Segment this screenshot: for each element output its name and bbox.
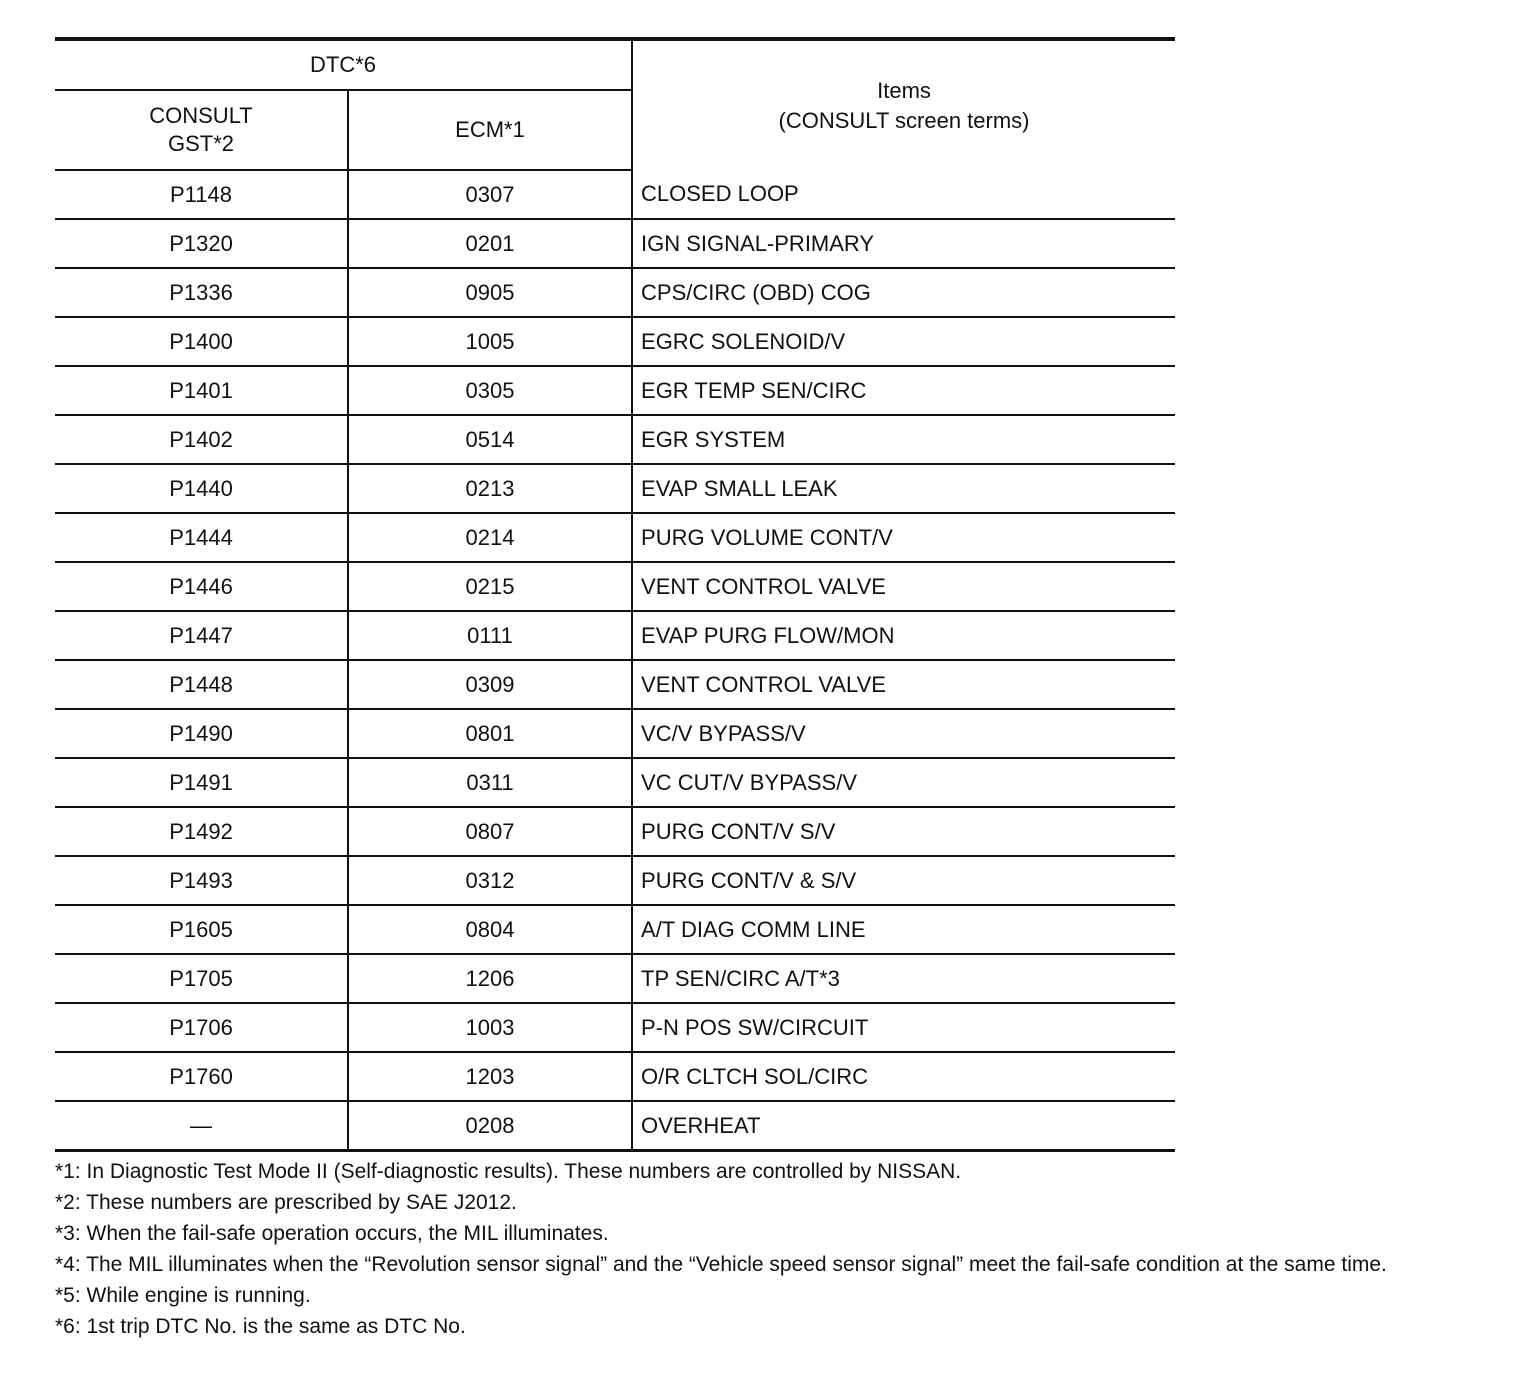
ecm-code: 0312 [348, 856, 632, 905]
table-row [55, 1101, 1175, 1151]
footnote: *1: In Diagnostic Test Mode II (Self-diagnostic results). These numbers are controlled by NISSAN. [55, 1160, 962, 1183]
dtc-table-body [55, 170, 1175, 1151]
table-row [55, 905, 1175, 954]
consult-gst-code: P1400 [55, 317, 348, 366]
dtc-group-heading: DTC*6 [55, 39, 632, 90]
table-row [55, 1052, 1175, 1101]
item-term: CLOSED LOOP [632, 170, 1175, 219]
table-row [55, 562, 1175, 611]
table-row [55, 709, 1175, 758]
ecm-code: 0311 [348, 758, 632, 807]
table-row [55, 317, 1175, 366]
item-term: PURG VOLUME CONT/V [632, 513, 1175, 562]
ecm-code: 0208 [348, 1101, 632, 1151]
consult-gst-code: P1402 [55, 415, 348, 464]
items-column-heading [632, 39, 1175, 170]
item-term: VENT CONTROL VALVE [632, 660, 1175, 709]
table-row [55, 856, 1175, 905]
consult-gst-code: P1706 [55, 1003, 348, 1052]
consult-column-heading [55, 90, 348, 170]
ecm-code: 1003 [348, 1003, 632, 1052]
item-term: CPS/CIRC (OBD) COG [632, 268, 1175, 317]
item-term: EGR TEMP SEN/CIRC [632, 366, 1175, 415]
consult-gst-code: P1401 [55, 366, 348, 415]
item-term: PURG CONT/V & S/V [632, 856, 1175, 905]
item-term: VC CUT/V BYPASS/V [632, 758, 1175, 807]
item-term: EGRC SOLENOID/V [632, 317, 1175, 366]
ecm-code: 1203 [348, 1052, 632, 1101]
ecm-code: 0111 [348, 611, 632, 660]
consult-gst-code: P1444 [55, 513, 348, 562]
ecm-code: 0804 [348, 905, 632, 954]
consult-gst-code: P1320 [55, 219, 348, 268]
consult-gst-code: P1148 [55, 170, 348, 219]
consult-gst-code: P1447 [55, 611, 348, 660]
table-row [55, 1003, 1175, 1052]
ecm-code: 1206 [348, 954, 632, 1003]
table-row [55, 954, 1175, 1003]
footnote: *5: While engine is running. [55, 1284, 311, 1307]
table-row [55, 611, 1175, 660]
item-term: VENT CONTROL VALVE [632, 562, 1175, 611]
dtc-table-header [55, 39, 1175, 170]
consult-gst-code: P1490 [55, 709, 348, 758]
consult-gst-code: P1493 [55, 856, 348, 905]
items-heading-line1: Items [877, 77, 931, 103]
table-row [55, 464, 1175, 513]
item-term: TP SEN/CIRC A/T*3 [632, 954, 1175, 1003]
ecm-code: 0213 [348, 464, 632, 513]
items-heading-line2: (CONSULT screen terms) [778, 107, 1030, 133]
ecm-code: 0807 [348, 807, 632, 856]
item-term: VC/V BYPASS/V [632, 709, 1175, 758]
consult-gst-code: P1448 [55, 660, 348, 709]
ecm-code: 0307 [348, 170, 632, 219]
table-row [55, 513, 1175, 562]
ecm-column-heading: ECM*1 [348, 90, 632, 170]
item-term: P-N POS SW/CIRCUIT [632, 1003, 1175, 1052]
item-term: EVAP SMALL LEAK [632, 464, 1175, 513]
ecm-code: 0514 [348, 415, 632, 464]
table-row [55, 366, 1175, 415]
item-term: A/T DIAG COMM LINE [632, 905, 1175, 954]
consult-heading-line1: CONSULT [149, 103, 253, 128]
consult-gst-code: P1605 [55, 905, 348, 954]
consult-gst-code: — [55, 1101, 348, 1151]
consult-heading-line2: GST*2 [167, 131, 235, 156]
table-row [55, 807, 1175, 856]
consult-gst-code: P1491 [55, 758, 348, 807]
consult-gst-code: P1440 [55, 464, 348, 513]
ecm-code: 0905 [348, 268, 632, 317]
footnote: *2: These numbers are prescribed by SAE J2012. [55, 1191, 517, 1214]
ecm-code: 0305 [348, 366, 632, 415]
consult-gst-code: P1336 [55, 268, 348, 317]
footnote: *3: When the fail-safe operation occurs, the MIL illuminates. [55, 1222, 609, 1245]
table-row [55, 170, 1175, 219]
table-row [55, 219, 1175, 268]
ecm-code: 0201 [348, 219, 632, 268]
item-term: OVERHEAT [632, 1101, 1175, 1151]
ecm-code: 1005 [348, 317, 632, 366]
ecm-code: 0214 [348, 513, 632, 562]
item-term: IGN SIGNAL-PRIMARY [632, 219, 1175, 268]
dtc-table [55, 37, 1175, 1152]
footnote: *4: The MIL illuminates when the “Revolution sensor signal” and the “Vehicle speed sensor signal” meet the fail-safe condition at the same time. [55, 1253, 1387, 1276]
consult-gst-code: P1760 [55, 1052, 348, 1101]
item-term: EGR SYSTEM [632, 415, 1175, 464]
ecm-code: 0801 [348, 709, 632, 758]
ecm-code: 0215 [348, 562, 632, 611]
table-row [55, 268, 1175, 317]
table-row [55, 415, 1175, 464]
item-term: O/R CLTCH SOL/CIRC [632, 1052, 1175, 1101]
footnote: *6: 1st trip DTC No. is the same as DTC No. [55, 1315, 466, 1338]
consult-gst-code: P1705 [55, 954, 348, 1003]
consult-gst-code: P1492 [55, 807, 348, 856]
footnotes [55, 1160, 1485, 1346]
table-row [55, 758, 1175, 807]
item-term: EVAP PURG FLOW/MON [632, 611, 1175, 660]
item-term: PURG CONT/V S/V [632, 807, 1175, 856]
consult-gst-code: P1446 [55, 562, 348, 611]
ecm-code: 0309 [348, 660, 632, 709]
table-row [55, 660, 1175, 709]
